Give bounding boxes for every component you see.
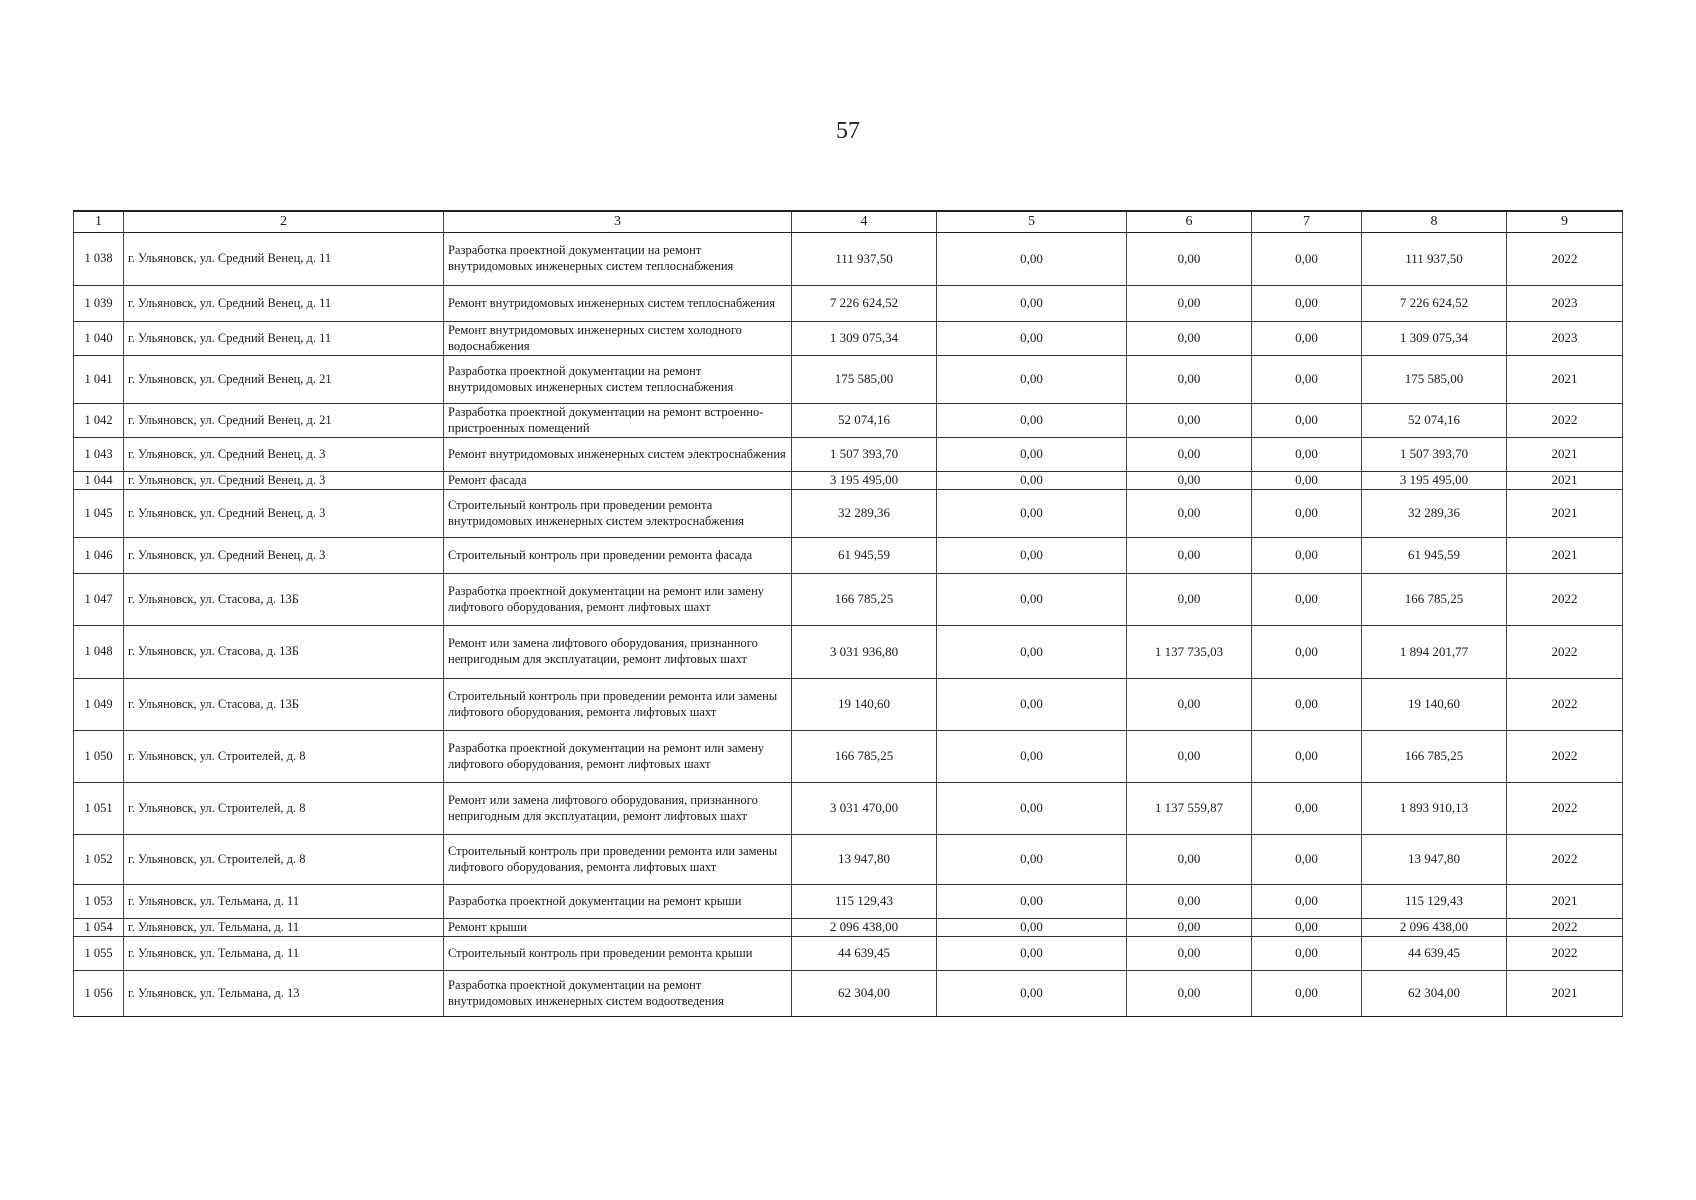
total-cost-cell: 3 031 936,80 bbox=[792, 626, 937, 679]
table-row bbox=[74, 356, 1623, 404]
fund-local-cell: 0,00 bbox=[1252, 472, 1362, 490]
fund-federal-cell: 0,00 bbox=[937, 919, 1127, 937]
address-cell: г. Ульяновск, ул. Средний Венец, д. 3 bbox=[124, 490, 444, 538]
fund-local-cell: 0,00 bbox=[1252, 538, 1362, 574]
fund-regional-cell: 1 137 735,03 bbox=[1127, 626, 1252, 679]
work-type-cell: Ремонт или замена лифтового оборудования, признанного непригодным для эксплуатации, ремонт лифтовых шахт bbox=[444, 783, 792, 835]
address-cell: г. Ульяновск, ул. Средний Венец, д. 11 bbox=[124, 322, 444, 356]
fund-federal-cell: 0,00 bbox=[937, 626, 1127, 679]
fund-regional-cell: 0,00 bbox=[1127, 679, 1252, 731]
total-cost-cell: 166 785,25 bbox=[792, 574, 937, 626]
total-cost-cell: 3 031 470,00 bbox=[792, 783, 937, 835]
fund-owners-cell: 111 937,50 bbox=[1362, 233, 1507, 286]
table-row bbox=[74, 971, 1623, 1017]
year-cell: 2021 bbox=[1507, 356, 1623, 404]
fund-regional-cell: 0,00 bbox=[1127, 356, 1252, 404]
fund-regional-cell: 0,00 bbox=[1127, 731, 1252, 783]
table-row bbox=[74, 404, 1623, 438]
fund-local-cell: 0,00 bbox=[1252, 919, 1362, 937]
table-row bbox=[74, 885, 1623, 919]
fund-regional-cell: 0,00 bbox=[1127, 919, 1252, 937]
total-cost-cell: 7 226 624,52 bbox=[792, 286, 937, 322]
fund-regional-cell: 0,00 bbox=[1127, 937, 1252, 971]
fund-regional-cell: 0,00 bbox=[1127, 472, 1252, 490]
work-type-cell: Разработка проектной документации на ремонт внутридомовых инженерных систем теплоснабжения bbox=[444, 233, 792, 286]
address-cell: г. Ульяновск, ул. Стасова, д. 13Б bbox=[124, 574, 444, 626]
fund-federal-cell: 0,00 bbox=[937, 286, 1127, 322]
table-row bbox=[74, 679, 1623, 731]
row-number-cell: 1 047 bbox=[74, 574, 124, 626]
fund-regional-cell: 0,00 bbox=[1127, 538, 1252, 574]
year-cell: 2022 bbox=[1507, 919, 1623, 937]
fund-regional-cell: 0,00 bbox=[1127, 438, 1252, 472]
year-cell: 2021 bbox=[1507, 885, 1623, 919]
table-row bbox=[74, 286, 1623, 322]
column-header: 9 bbox=[1507, 211, 1623, 233]
page-number: 57 bbox=[836, 118, 860, 144]
year-cell: 2022 bbox=[1507, 731, 1623, 783]
fund-owners-cell: 2 096 438,00 bbox=[1362, 919, 1507, 937]
table-row bbox=[74, 783, 1623, 835]
fund-owners-cell: 7 226 624,52 bbox=[1362, 286, 1507, 322]
fund-federal-cell: 0,00 bbox=[937, 885, 1127, 919]
fund-local-cell: 0,00 bbox=[1252, 971, 1362, 1017]
total-cost-cell: 62 304,00 bbox=[792, 971, 937, 1017]
address-cell: г. Ульяновск, ул. Средний Венец, д. 21 bbox=[124, 404, 444, 438]
total-cost-cell: 19 140,60 bbox=[792, 679, 937, 731]
fund-local-cell: 0,00 bbox=[1252, 438, 1362, 472]
year-cell: 2021 bbox=[1507, 472, 1623, 490]
row-number-cell: 1 055 bbox=[74, 937, 124, 971]
total-cost-cell: 115 129,43 bbox=[792, 885, 937, 919]
fund-owners-cell: 166 785,25 bbox=[1362, 731, 1507, 783]
capital-repair-table bbox=[73, 210, 1623, 1017]
total-cost-cell: 32 289,36 bbox=[792, 490, 937, 538]
work-type-cell: Ремонт фасада bbox=[444, 472, 792, 490]
fund-owners-cell: 62 304,00 bbox=[1362, 971, 1507, 1017]
row-number-cell: 1 056 bbox=[74, 971, 124, 1017]
fund-federal-cell: 0,00 bbox=[937, 971, 1127, 1017]
work-type-cell: Разработка проектной документации на ремонт внутридомовых инженерных систем теплоснабжения bbox=[444, 356, 792, 404]
fund-local-cell: 0,00 bbox=[1252, 731, 1362, 783]
year-cell: 2021 bbox=[1507, 438, 1623, 472]
column-header: 3 bbox=[444, 211, 792, 233]
address-cell: г. Ульяновск, ул. Тельмана, д. 11 bbox=[124, 937, 444, 971]
fund-owners-cell: 1 894 201,77 bbox=[1362, 626, 1507, 679]
fund-regional-cell: 0,00 bbox=[1127, 885, 1252, 919]
address-cell: г. Ульяновск, ул. Средний Венец, д. 3 bbox=[124, 538, 444, 574]
address-cell: г. Ульяновск, ул. Средний Венец, д. 11 bbox=[124, 233, 444, 286]
table-row bbox=[74, 919, 1623, 937]
table-row bbox=[74, 322, 1623, 356]
row-number-cell: 1 048 bbox=[74, 626, 124, 679]
fund-owners-cell: 32 289,36 bbox=[1362, 490, 1507, 538]
fund-regional-cell: 1 137 559,87 bbox=[1127, 783, 1252, 835]
fund-federal-cell: 0,00 bbox=[937, 404, 1127, 438]
column-header: 6 bbox=[1127, 211, 1252, 233]
address-cell: г. Ульяновск, ул. Строителей, д. 8 bbox=[124, 783, 444, 835]
table-row bbox=[74, 626, 1623, 679]
fund-local-cell: 0,00 bbox=[1252, 286, 1362, 322]
row-number-cell: 1 046 bbox=[74, 538, 124, 574]
table-row bbox=[74, 233, 1623, 286]
fund-federal-cell: 0,00 bbox=[937, 574, 1127, 626]
row-number-cell: 1 052 bbox=[74, 835, 124, 885]
total-cost-cell: 52 074,16 bbox=[792, 404, 937, 438]
fund-federal-cell: 0,00 bbox=[937, 835, 1127, 885]
row-number-cell: 1 053 bbox=[74, 885, 124, 919]
address-cell: г. Ульяновск, ул. Средний Венец, д. 3 bbox=[124, 472, 444, 490]
fund-regional-cell: 0,00 bbox=[1127, 404, 1252, 438]
row-number-cell: 1 049 bbox=[74, 679, 124, 731]
table-row bbox=[74, 438, 1623, 472]
address-cell: г. Ульяновск, ул. Средний Венец, д. 11 bbox=[124, 286, 444, 322]
table-row bbox=[74, 574, 1623, 626]
address-cell: г. Ульяновск, ул. Средний Венец, д. 21 bbox=[124, 356, 444, 404]
year-cell: 2023 bbox=[1507, 286, 1623, 322]
address-cell: г. Ульяновск, ул. Стасова, д. 13Б bbox=[124, 626, 444, 679]
total-cost-cell: 1 309 075,34 bbox=[792, 322, 937, 356]
year-cell: 2022 bbox=[1507, 783, 1623, 835]
fund-local-cell: 0,00 bbox=[1252, 783, 1362, 835]
fund-federal-cell: 0,00 bbox=[937, 356, 1127, 404]
total-cost-cell: 111 937,50 bbox=[792, 233, 937, 286]
row-number-cell: 1 051 bbox=[74, 783, 124, 835]
work-type-cell: Строительный контроль при проведении ремонта или замены лифтового оборудования, ремонта лифтовых шахт bbox=[444, 835, 792, 885]
fund-owners-cell: 19 140,60 bbox=[1362, 679, 1507, 731]
work-type-cell: Разработка проектной документации на ремонт внутридомовых инженерных систем водоотведения bbox=[444, 971, 792, 1017]
fund-owners-cell: 52 074,16 bbox=[1362, 404, 1507, 438]
work-type-cell: Ремонт внутридомовых инженерных систем теплоснабжения bbox=[444, 286, 792, 322]
year-cell: 2022 bbox=[1507, 233, 1623, 286]
fund-regional-cell: 0,00 bbox=[1127, 490, 1252, 538]
fund-federal-cell: 0,00 bbox=[937, 490, 1127, 538]
work-type-cell: Ремонт внутридомовых инженерных систем холодного водоснабжения bbox=[444, 322, 792, 356]
year-cell: 2022 bbox=[1507, 626, 1623, 679]
fund-owners-cell: 1 507 393,70 bbox=[1362, 438, 1507, 472]
total-cost-cell: 61 945,59 bbox=[792, 538, 937, 574]
work-type-cell: Строительный контроль при проведении ремонта или замены лифтового оборудования, ремонта лифтовых шахт bbox=[444, 679, 792, 731]
fund-federal-cell: 0,00 bbox=[937, 679, 1127, 731]
table-row bbox=[74, 937, 1623, 971]
address-cell: г. Ульяновск, ул. Тельмана, д. 13 bbox=[124, 971, 444, 1017]
address-cell: г. Ульяновск, ул. Тельмана, д. 11 bbox=[124, 885, 444, 919]
column-header: 4 bbox=[792, 211, 937, 233]
column-number-row bbox=[74, 211, 1623, 233]
column-header: 7 bbox=[1252, 211, 1362, 233]
total-cost-cell: 3 195 495,00 bbox=[792, 472, 937, 490]
fund-federal-cell: 0,00 bbox=[937, 783, 1127, 835]
row-number-cell: 1 042 bbox=[74, 404, 124, 438]
fund-regional-cell: 0,00 bbox=[1127, 574, 1252, 626]
work-type-cell: Строительный контроль при проведении ремонта крыши bbox=[444, 937, 792, 971]
fund-federal-cell: 0,00 bbox=[937, 438, 1127, 472]
work-type-cell: Строительный контроль при проведении ремонта внутридомовых инженерных систем электроснабжения bbox=[444, 490, 792, 538]
fund-owners-cell: 175 585,00 bbox=[1362, 356, 1507, 404]
total-cost-cell: 2 096 438,00 bbox=[792, 919, 937, 937]
table-row bbox=[74, 538, 1623, 574]
work-type-cell: Ремонт или замена лифтового оборудования, признанного непригодным для эксплуатации, ремонт лифтовых шахт bbox=[444, 626, 792, 679]
table-row bbox=[74, 472, 1623, 490]
row-number-cell: 1 054 bbox=[74, 919, 124, 937]
work-type-cell: Разработка проектной документации на ремонт крыши bbox=[444, 885, 792, 919]
address-cell: г. Ульяновск, ул. Стасова, д. 13Б bbox=[124, 679, 444, 731]
address-cell: г. Ульяновск, ул. Тельмана, д. 11 bbox=[124, 919, 444, 937]
fund-federal-cell: 0,00 bbox=[937, 731, 1127, 783]
fund-local-cell: 0,00 bbox=[1252, 937, 1362, 971]
fund-local-cell: 0,00 bbox=[1252, 322, 1362, 356]
fund-owners-cell: 13 947,80 bbox=[1362, 835, 1507, 885]
fund-federal-cell: 0,00 bbox=[937, 322, 1127, 356]
fund-owners-cell: 1 893 910,13 bbox=[1362, 783, 1507, 835]
total-cost-cell: 166 785,25 bbox=[792, 731, 937, 783]
work-type-cell: Ремонт крыши bbox=[444, 919, 792, 937]
fund-federal-cell: 0,00 bbox=[937, 472, 1127, 490]
fund-owners-cell: 61 945,59 bbox=[1362, 538, 1507, 574]
fund-local-cell: 0,00 bbox=[1252, 356, 1362, 404]
year-cell: 2022 bbox=[1507, 835, 1623, 885]
fund-regional-cell: 0,00 bbox=[1127, 233, 1252, 286]
table-row bbox=[74, 835, 1623, 885]
table-row bbox=[74, 490, 1623, 538]
row-number-cell: 1 050 bbox=[74, 731, 124, 783]
fund-local-cell: 0,00 bbox=[1252, 885, 1362, 919]
work-type-cell: Разработка проектной документации на ремонт встроенно-пристроенных помещений bbox=[444, 404, 792, 438]
fund-federal-cell: 0,00 bbox=[937, 937, 1127, 971]
fund-local-cell: 0,00 bbox=[1252, 679, 1362, 731]
fund-local-cell: 0,00 bbox=[1252, 404, 1362, 438]
year-cell: 2021 bbox=[1507, 971, 1623, 1017]
fund-owners-cell: 166 785,25 bbox=[1362, 574, 1507, 626]
address-cell: г. Ульяновск, ул. Средний Венец, д. 3 bbox=[124, 438, 444, 472]
column-header: 1 bbox=[74, 211, 124, 233]
work-type-cell: Разработка проектной документации на ремонт или замену лифтового оборудования, ремонт лифтовых шахт bbox=[444, 574, 792, 626]
work-type-cell: Ремонт внутридомовых инженерных систем электроснабжения bbox=[444, 438, 792, 472]
total-cost-cell: 175 585,00 bbox=[792, 356, 937, 404]
year-cell: 2021 bbox=[1507, 538, 1623, 574]
row-number-cell: 1 044 bbox=[74, 472, 124, 490]
year-cell: 2023 bbox=[1507, 322, 1623, 356]
fund-local-cell: 0,00 bbox=[1252, 574, 1362, 626]
address-cell: г. Ульяновск, ул. Строителей, д. 8 bbox=[124, 835, 444, 885]
fund-regional-cell: 0,00 bbox=[1127, 835, 1252, 885]
work-type-cell: Строительный контроль при проведении ремонта фасада bbox=[444, 538, 792, 574]
year-cell: 2022 bbox=[1507, 937, 1623, 971]
row-number-cell: 1 045 bbox=[74, 490, 124, 538]
fund-regional-cell: 0,00 bbox=[1127, 971, 1252, 1017]
fund-federal-cell: 0,00 bbox=[937, 233, 1127, 286]
fund-regional-cell: 0,00 bbox=[1127, 286, 1252, 322]
fund-local-cell: 0,00 bbox=[1252, 490, 1362, 538]
fund-owners-cell: 3 195 495,00 bbox=[1362, 472, 1507, 490]
year-cell: 2022 bbox=[1507, 404, 1623, 438]
table-row bbox=[74, 731, 1623, 783]
fund-owners-cell: 44 639,45 bbox=[1362, 937, 1507, 971]
fund-regional-cell: 0,00 bbox=[1127, 322, 1252, 356]
year-cell: 2022 bbox=[1507, 574, 1623, 626]
work-type-cell: Разработка проектной документации на ремонт или замену лифтового оборудования, ремонт лифтовых шахт bbox=[444, 731, 792, 783]
fund-owners-cell: 115 129,43 bbox=[1362, 885, 1507, 919]
row-number-cell: 1 043 bbox=[74, 438, 124, 472]
total-cost-cell: 44 639,45 bbox=[792, 937, 937, 971]
year-cell: 2022 bbox=[1507, 679, 1623, 731]
row-number-cell: 1 039 bbox=[74, 286, 124, 322]
fund-local-cell: 0,00 bbox=[1252, 835, 1362, 885]
fund-local-cell: 0,00 bbox=[1252, 626, 1362, 679]
row-number-cell: 1 040 bbox=[74, 322, 124, 356]
address-cell: г. Ульяновск, ул. Строителей, д. 8 bbox=[124, 731, 444, 783]
fund-local-cell: 0,00 bbox=[1252, 233, 1362, 286]
column-header: 8 bbox=[1362, 211, 1507, 233]
row-number-cell: 1 038 bbox=[74, 233, 124, 286]
row-number-cell: 1 041 bbox=[74, 356, 124, 404]
total-cost-cell: 13 947,80 bbox=[792, 835, 937, 885]
year-cell: 2021 bbox=[1507, 490, 1623, 538]
total-cost-cell: 1 507 393,70 bbox=[792, 438, 937, 472]
fund-owners-cell: 1 309 075,34 bbox=[1362, 322, 1507, 356]
fund-federal-cell: 0,00 bbox=[937, 538, 1127, 574]
column-header: 5 bbox=[937, 211, 1127, 233]
column-header: 2 bbox=[124, 211, 444, 233]
